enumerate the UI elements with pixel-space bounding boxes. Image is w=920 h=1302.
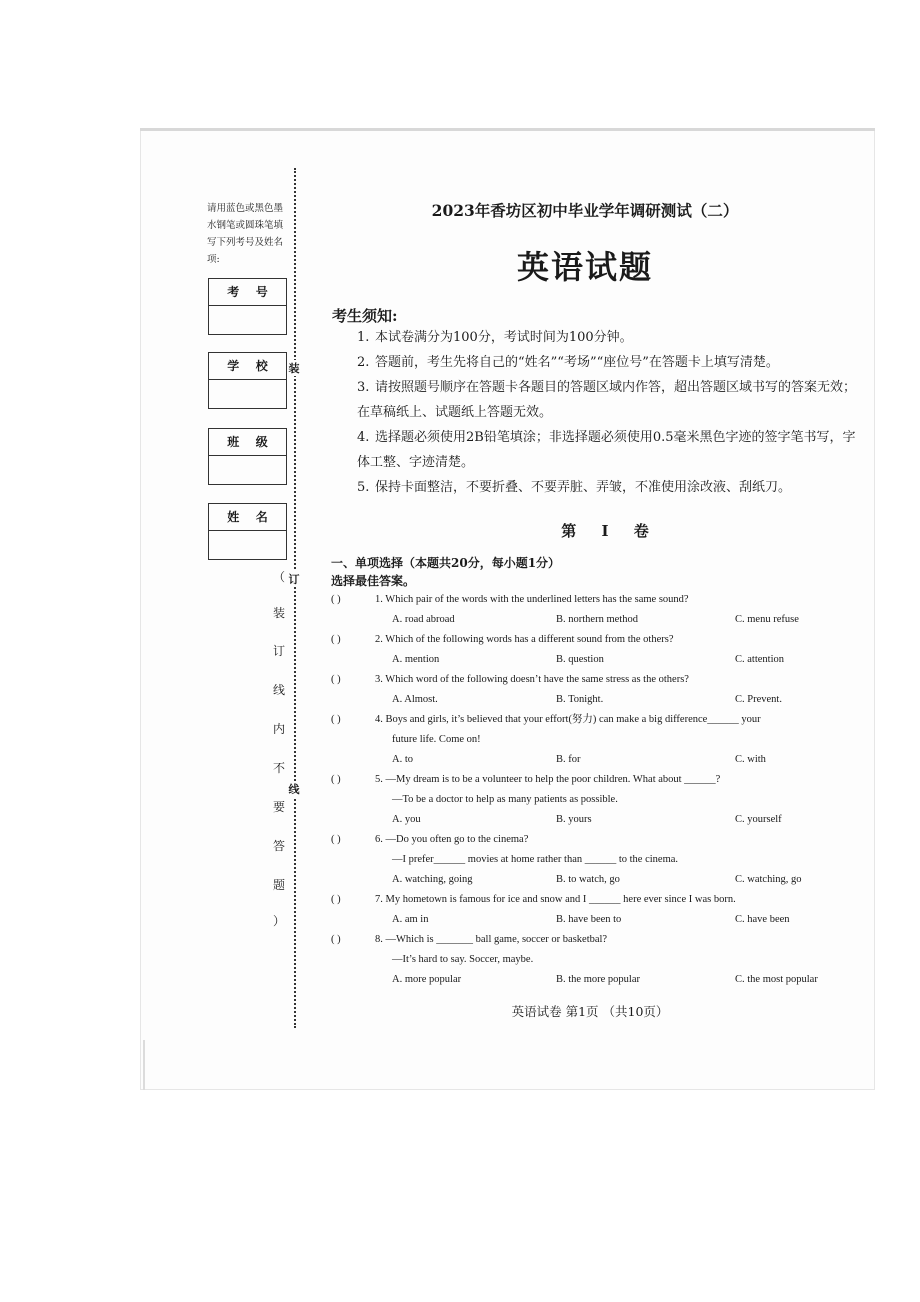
- name-label: [209, 504, 286, 531]
- page-footer: 英语试卷 第1页 （共10页）: [511, 1004, 669, 1019]
- scan-edge-left: [143, 1040, 145, 1090]
- question-1: [331, 590, 866, 630]
- option-b: B. northern method: [556, 614, 638, 625]
- field-label-char: 学: [227, 359, 240, 373]
- options-row: [392, 910, 862, 930]
- field-label-char: 班: [227, 435, 240, 449]
- question-stem: 8. —Which is _______ ball game, soccer or basketbal?: [375, 934, 608, 945]
- question-6: [331, 830, 866, 890]
- exam-subtitle: 英语试题: [516, 248, 653, 286]
- answer-blank[interactable]: ( ): [331, 774, 341, 785]
- notice-text: 答题前，考生先将自己的“姓名”“考场”“座位号”在答题卡上填写清楚。: [375, 355, 779, 370]
- option-c: C. attention: [735, 654, 784, 665]
- scan-edge-top: [140, 128, 875, 131]
- field-label-char: 号: [255, 285, 268, 299]
- vertical-notice-char: 线: [272, 683, 285, 697]
- vertical-notice-char: 不: [272, 761, 285, 775]
- option-a: A. watching, going: [392, 874, 473, 885]
- options-row: [392, 870, 862, 890]
- notice-item: [357, 375, 862, 425]
- option-c: C. Prevent.: [735, 694, 782, 705]
- vertical-notice-char: 内: [272, 722, 285, 736]
- notice-item: [357, 475, 862, 500]
- option-a: A. to: [392, 754, 413, 765]
- question-5: [331, 770, 866, 830]
- options-row: [392, 650, 862, 670]
- class-label: [209, 429, 286, 456]
- question-stem: 3. Which word of the following doesn’t have the same stress as the others?: [375, 674, 689, 685]
- option-c: C. have been: [735, 914, 790, 925]
- notice-num: 1.: [357, 330, 370, 345]
- notice-text: 本试卷满分为100分，考试时间为100分钟。: [375, 330, 633, 345]
- field-label-char: 级: [255, 435, 268, 449]
- vertical-notice-char: （: [272, 570, 285, 584]
- name-field[interactable]: [209, 531, 286, 559]
- question-stem: 7. My hometown is famous for ice and snow and I ______ here ever since I was born.: [375, 894, 736, 905]
- answer-blank[interactable]: ( ): [331, 834, 341, 845]
- vertical-notice-char: 答: [272, 839, 285, 853]
- notice-num: 3.: [357, 380, 370, 395]
- option-b: B. question: [556, 654, 604, 665]
- question-3: [331, 670, 866, 710]
- notice-text: 选择题必须使用2B铅笔填涂；非选择题必须使用0.5毫米黑色字迹的签字笔书写，字体工整、字迹清楚。: [357, 430, 856, 470]
- exam-number-label: [209, 279, 286, 306]
- question-stem-line2: future life. Come on!: [392, 734, 481, 745]
- options-row: [392, 970, 862, 990]
- question-stem: 5. —My dream is to be a volunteer to help the poor children. What about ______?: [375, 774, 721, 785]
- answer-blank[interactable]: ( ): [331, 714, 341, 725]
- vertical-notice-char: 要: [272, 800, 285, 814]
- notice-num: 4.: [357, 430, 370, 445]
- option-c: C. yourself: [735, 814, 782, 825]
- notice-heading: 考生须知:: [332, 307, 398, 325]
- notice-item: [357, 425, 862, 475]
- question-2: [331, 630, 866, 670]
- school-box[interactable]: [208, 352, 287, 409]
- option-a: A. you: [392, 814, 421, 825]
- option-a: A. mention: [392, 654, 440, 665]
- question-stem-line2: —It’s hard to say. Soccer, maybe.: [392, 954, 534, 965]
- question-stem-line2: —I prefer______ movies at home rather than ______ to the cinema.: [392, 854, 679, 865]
- school-label: [209, 353, 286, 380]
- option-a: A. am in: [392, 914, 429, 925]
- question-8: [331, 930, 866, 990]
- exam-number-field[interactable]: [209, 306, 286, 334]
- answer-blank[interactable]: ( ): [331, 934, 341, 945]
- notice-item: [357, 350, 862, 375]
- answer-blank[interactable]: ( ): [331, 894, 341, 905]
- vertical-notice-char: 订: [272, 644, 285, 658]
- question-stem: 6. —Do you often go to the cinema?: [375, 834, 529, 845]
- binding-line: [294, 168, 296, 1028]
- question-stem: 2. Which of the following words has a different sound from the others?: [375, 634, 674, 645]
- notice-num: 2.: [357, 355, 370, 370]
- option-a: A. road abroad: [392, 614, 455, 625]
- exam-title: 2023年香坊区初中毕业学年调研测试（二）: [431, 201, 739, 220]
- answer-blank[interactable]: ( ): [331, 634, 341, 645]
- option-c: C. menu refuse: [735, 614, 799, 625]
- question-4: [331, 710, 866, 770]
- option-b: B. have been to: [556, 914, 622, 925]
- notice-text: 请按照题号顺序在答题卡各题目的答题区域内作答，超出答题区域书写的答案无效；在草稿纸上、试题纸上答题无效。: [357, 380, 857, 420]
- notice-num: 5.: [357, 480, 370, 495]
- option-b: B. for: [556, 754, 581, 765]
- option-c: C. the most popular: [735, 974, 818, 985]
- answer-blank[interactable]: ( ): [331, 594, 341, 605]
- name-box[interactable]: [208, 503, 287, 560]
- vertical-notice-char: 题: [272, 878, 285, 892]
- option-c: C. watching, go: [735, 874, 802, 885]
- part1-instruction: 选择最佳答案。: [331, 574, 416, 588]
- exam-number-box[interactable]: [208, 278, 287, 335]
- binding-vertical-notice: [268, 568, 290, 928]
- notice-item: [357, 325, 862, 350]
- option-a: A. more popular: [392, 974, 462, 985]
- field-label-char: 名: [255, 510, 268, 524]
- field-label-char: 校: [255, 359, 268, 373]
- option-b: B. to watch, go: [556, 874, 620, 885]
- answer-blank[interactable]: ( ): [331, 674, 341, 685]
- question-stem-line2: —To be a doctor to help as many patients as possible.: [392, 794, 618, 805]
- vertical-notice-char: ）: [272, 914, 285, 928]
- option-b: B. yours: [556, 814, 592, 825]
- option-c: C. with: [735, 754, 766, 765]
- vertical-notice-char: 装: [272, 606, 285, 620]
- options-row: [392, 750, 862, 770]
- binding-mark-zhuang: 装: [286, 360, 302, 376]
- option-b: B. the more popular: [556, 974, 640, 985]
- question-stem: 4. Boys and girls, it’s believed that your effort(努力) can make a big difference______ your: [375, 714, 761, 725]
- class-field[interactable]: [209, 456, 286, 484]
- field-label-char: 考: [227, 285, 240, 299]
- binding-mark-ding: 订: [286, 571, 302, 587]
- sidebar-instruction: 请用蓝色或黑色墨水钢笔或圆珠笔填写下列考号及姓名项:: [207, 203, 284, 265]
- notice-text: 保持卡面整洁，不要折叠、不要弄脏、弄皱，不准使用涂改液、刮纸刀。: [375, 480, 792, 495]
- binding-mark-xian: 线: [286, 781, 302, 797]
- options-row: [392, 690, 862, 710]
- question-stem: 1. Which pair of the words with the underlined letters has the same sound?: [375, 594, 689, 605]
- field-label-char: 姓: [227, 510, 240, 524]
- class-box[interactable]: [208, 428, 287, 485]
- options-row: [392, 610, 862, 630]
- option-a: A. Almost.: [392, 694, 438, 705]
- section-title: 第 Ⅰ 卷: [561, 522, 659, 540]
- option-b: B. Tonight.: [556, 694, 604, 705]
- options-row: [392, 810, 862, 830]
- part1-heading: 一、单项选择（本题共20分，每小题1分）: [331, 556, 561, 570]
- question-7: [331, 890, 866, 930]
- school-field[interactable]: [209, 380, 286, 408]
